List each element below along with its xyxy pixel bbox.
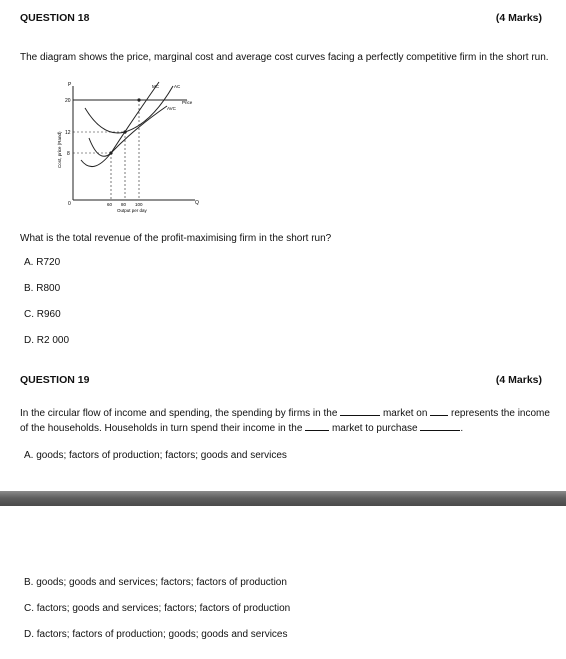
price-label: Price	[182, 100, 193, 105]
mc-price-point	[137, 98, 140, 101]
x-tick-60: 60	[107, 202, 113, 207]
q18-option-c[interactable]: C. R960	[24, 309, 61, 320]
q19-line1-part-a: In the circular flow of income and spending, the spending by firms in the	[20, 408, 338, 419]
question-18-intro: The diagram shows the price, marginal cost and average cost curves facing a perfectly competitive firm in the short run.	[20, 52, 549, 63]
avc-label: AVC	[167, 106, 176, 111]
q19-blank-2	[430, 415, 448, 416]
q19-blank-4	[420, 430, 460, 431]
tick-12: 12	[65, 130, 71, 136]
x-tick-80: 80	[121, 202, 127, 207]
q19-blank-3	[305, 430, 329, 431]
mc-avc-point	[109, 151, 112, 154]
x-axis-symbol: Q	[195, 200, 199, 206]
question-19-line-1	[20, 408, 550, 419]
q19-option-a[interactable]: A. goods; factors of production; factors; goods and services	[24, 450, 287, 461]
question-18-prompt: What is the total revenue of the profit-maximising firm in the short run?	[20, 233, 332, 244]
price-tick-20: 20	[65, 98, 71, 104]
y-axis-label: Cost, price (Rand)	[57, 131, 62, 168]
question-18-marks: (4 Marks)	[495, 12, 542, 24]
q18-option-a[interactable]: A. R720	[24, 257, 61, 268]
question-19-heading: QUESTION 19	[20, 374, 90, 386]
x-axis-label: Output per day	[117, 208, 147, 213]
q19-line1-part-b: market on	[382, 408, 428, 419]
q19-option-d[interactable]: D. factors; factors of production; goods; goods and services	[24, 629, 288, 640]
q19-line1-part-c: represents the income	[451, 408, 550, 419]
x-tick-100: 100	[135, 202, 143, 207]
page-break-bar	[0, 491, 566, 506]
y-axis-symbol: P	[68, 82, 72, 88]
cost-curves-diagram	[55, 78, 215, 218]
avc-curve	[81, 106, 167, 167]
q19-option-c[interactable]: C. factors; goods and services; factors; factors of production	[24, 603, 291, 614]
q19-option-b[interactable]: B. goods; goods and services; factors; factors of production	[24, 577, 287, 588]
mc-ac-point	[123, 130, 126, 133]
question-19-marks: (4 Marks)	[495, 374, 542, 386]
tick-8: 8	[67, 151, 70, 157]
question-18-heading: QUESTION 18	[20, 12, 90, 24]
q18-option-d[interactable]: D. R2 000	[24, 335, 70, 346]
mc-label: MC	[152, 84, 159, 89]
q19-line2-part-b: market to purchase	[331, 423, 418, 434]
q19-line2-part-c: .	[460, 423, 464, 434]
ac-label: AC	[174, 84, 181, 89]
origin-label: 0	[68, 201, 71, 207]
q19-line2-part-a: of the households. Households in turn spend their income in the	[20, 423, 303, 434]
q19-blank-1	[340, 415, 380, 416]
q18-option-b[interactable]: B. R800	[24, 283, 61, 294]
question-19-line-2	[20, 423, 463, 434]
